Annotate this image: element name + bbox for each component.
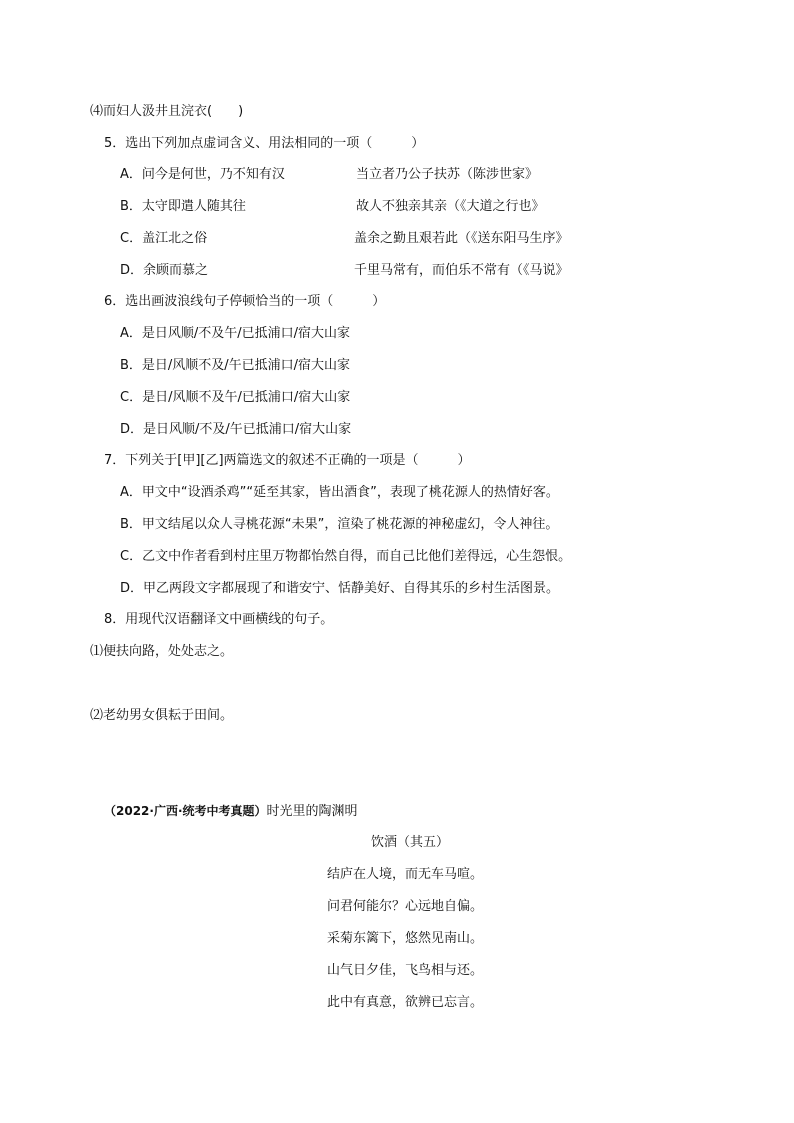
q4-sub-item: ⑷而妇人汲井且浣衣( ) (90, 104, 244, 119)
q5-option-b-right: 故人不独亲其亲（《大道之行也》 (356, 199, 545, 214)
poem-line-1: 结庐在人境，而无车马喧。 (327, 867, 484, 882)
q6-option-a: A．是日风顺/不及午/已抵浦口/宿大山家 (120, 326, 351, 341)
q5-option-a-right: 当立者乃公子扶苏（陈涉世家》 (356, 167, 539, 182)
q5-option-d-left: D．余顾而慕之 (120, 263, 209, 278)
poem-line-4: 山气日夕佳，飞鸟相与还。 (327, 963, 484, 978)
poem-line-5: 此中有真意，欲辨已忘言。 (327, 995, 484, 1010)
q6-stem: 6．选出画波浪线句子停顿恰当的一项（ ） (104, 294, 386, 309)
poem-line-2: 问君何能尔？心远地自偏。 (327, 899, 484, 914)
q8-stem: 8．用现代汉语翻译文中画横线的句子。 (104, 612, 334, 627)
section-source: （2022·广西·统考中考真题） (104, 804, 267, 818)
q5-option-a-left: A．问今是何世，乃不知有汉 (120, 167, 285, 182)
q5-option-c-right: 盖余之勤且艰若此（《送东阳马生序》 (354, 231, 569, 246)
q5-option-b-left: B．太守即遣人随其往 (120, 199, 246, 214)
q8-sub-1: ⑴便扶向路，处处志之。 (90, 644, 234, 659)
q5-option-c-left: C．盖江北之俗 (120, 231, 208, 246)
poem-line-3: 采菊东篱下，悠然见南山。 (327, 931, 484, 946)
q5-option-d-right: 千里马常有，而伯乐不常有（《马说》 (354, 263, 569, 278)
q6-option-d: D．是日风顺/不及/午已抵浦口/宿大山家 (120, 422, 352, 437)
q8-sub-2: ⑵老幼男女俱耘于田间。 (90, 708, 234, 723)
poem-title: 饮酒（其五） (371, 835, 450, 850)
q7-option-b: B．甲文结尾以众人寻桃花源“未果”，渲染了桃花源的神秘虚幻，令人神往。 (120, 517, 559, 532)
q7-option-a: A．甲文中“设酒杀鸡”“延至其家，皆出酒食”，表现了桃花源人的热情好客。 (120, 485, 559, 500)
q7-option-d: D．甲乙两段文字都展现了和谐安宁、恬静美好、自得其乐的乡村生活图景。 (120, 581, 560, 596)
q6-option-c: C．是日/风顺不及午/已抵浦口/宿大山家 (120, 390, 351, 405)
section-header (104, 802, 358, 821)
q6-option-b: B．是日/风顺不及/午已抵浦口/宿大山家 (120, 358, 351, 373)
q7-stem: 7．下列关于[甲][乙]两篇选文的叙述不正确的一项是（ ） (104, 453, 471, 468)
section-title: 时光里的陶渊明 (266, 804, 358, 819)
q7-option-c: C．乙文中作者看到村庄里万物都怡然自得，而自己比他们差得远，心生怨恨。 (120, 549, 572, 564)
q5-stem: 5．选出下列加点虚词含义、用法相同的一项（ ） (104, 136, 425, 151)
